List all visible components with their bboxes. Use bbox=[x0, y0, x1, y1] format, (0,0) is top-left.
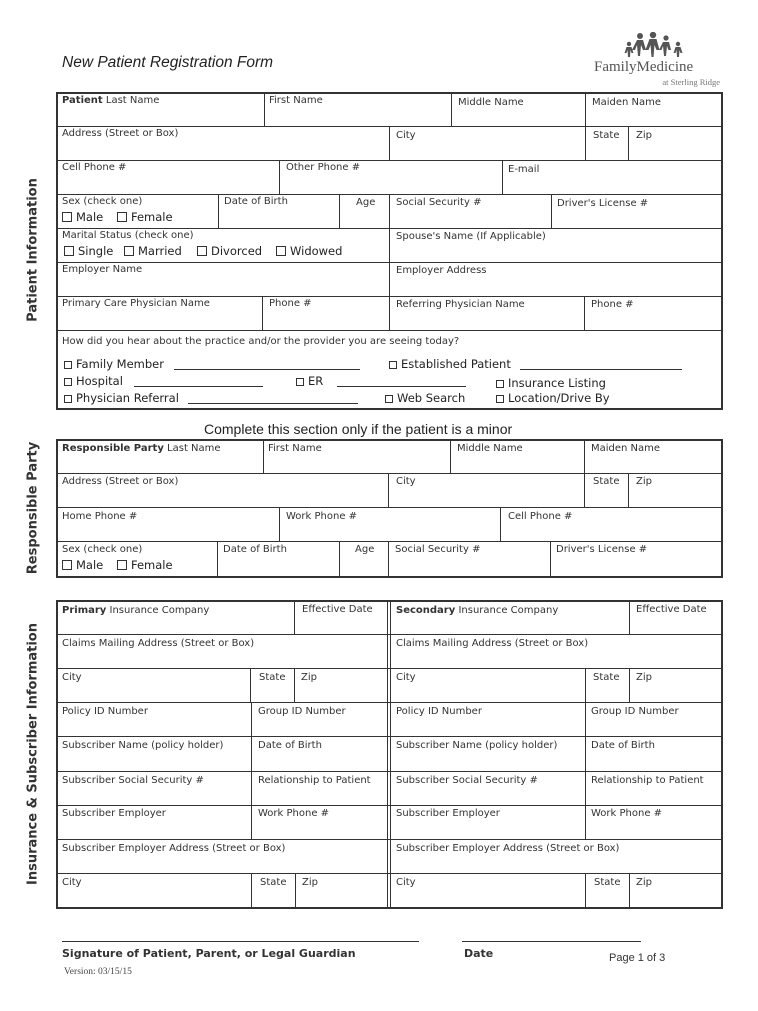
primary-city2-label: City bbox=[62, 877, 82, 888]
date-line[interactable] bbox=[462, 941, 641, 942]
hear-er-option[interactable]: ER bbox=[296, 374, 323, 388]
responsible-last-name-label: Responsible Party Last Name bbox=[62, 443, 221, 454]
practice-logo bbox=[590, 32, 722, 94]
patient-female-option[interactable]: Female bbox=[117, 210, 173, 224]
checkbox-icon[interactable] bbox=[62, 212, 72, 222]
pcp-phone-label: Phone # bbox=[269, 298, 312, 309]
page-title: New Patient Registration Form bbox=[62, 54, 274, 71]
marital-married-option[interactable]: Married bbox=[124, 244, 182, 258]
primary-relationship-label: Relationship to Patient bbox=[258, 775, 371, 786]
checkbox-icon[interactable] bbox=[62, 560, 72, 570]
patient-first-name-label: First Name bbox=[269, 95, 323, 106]
patient-cell-phone-label: Cell Phone # bbox=[62, 162, 127, 173]
checkbox-icon[interactable] bbox=[385, 395, 393, 403]
page-number: Page 1 of 3 bbox=[609, 952, 666, 964]
marital-single-option[interactable]: Single bbox=[64, 244, 113, 258]
responsible-work-phone-label: Work Phone # bbox=[286, 511, 358, 522]
signature-label: Signature of Patient, Parent, or Legal Guardian bbox=[62, 947, 356, 960]
referring-phone-label: Phone # bbox=[591, 299, 634, 310]
secondary-subscriber-name-label: Subscriber Name (policy holder) bbox=[396, 740, 558, 751]
hear-location-option[interactable]: Location/Drive By bbox=[496, 391, 610, 405]
patient-maiden-name-label: Maiden Name bbox=[592, 97, 662, 108]
side-label-responsible: Responsible Party bbox=[25, 441, 41, 575]
secondary-subscriber-employer-label: Subscriber Employer bbox=[396, 808, 500, 819]
spouse-name-label: Spouse's Name (If Applicable) bbox=[396, 231, 546, 242]
secondary-policy-id-label: Policy ID Number bbox=[396, 706, 482, 717]
hear-insurance-listing-option[interactable]: Insurance Listing bbox=[496, 376, 606, 390]
patient-marital-label: Marital Status (check one) bbox=[62, 230, 194, 241]
hear-web-search-option[interactable]: Web Search bbox=[385, 391, 465, 405]
checkbox-icon[interactable] bbox=[276, 246, 286, 256]
secondary-relationship-label: Relationship to Patient bbox=[591, 775, 704, 786]
secondary-state-label: State bbox=[593, 672, 620, 683]
secondary-insurance-company-label: Secondary Insurance Company bbox=[396, 605, 559, 616]
primary-state2-label: State bbox=[260, 877, 287, 888]
marital-divorced-option[interactable]: Divorced bbox=[197, 244, 262, 258]
responsible-age-label: Age bbox=[355, 544, 375, 555]
referral-question: How did you hear about the practice and/or the provider you are seeing today? bbox=[62, 336, 460, 347]
primary-policy-id-label: Policy ID Number bbox=[62, 706, 148, 717]
responsible-sex-label: Sex (check one) bbox=[62, 544, 143, 555]
responsible-ssn-label: Social Security # bbox=[395, 544, 481, 555]
checkbox-icon[interactable] bbox=[64, 395, 72, 403]
secondary-claims-address-label: Claims Mailing Address (Street or Box) bbox=[396, 638, 589, 649]
primary-employer-address-label: Subscriber Employer Address (Street or Box) bbox=[62, 843, 286, 854]
patient-address-label: Address (Street or Box) bbox=[62, 128, 179, 139]
minor-section-heading: Complete this section only if the patient is a minor bbox=[204, 421, 513, 437]
checkbox-icon[interactable] bbox=[64, 246, 74, 256]
version-label: Version: 03/15/15 bbox=[64, 967, 132, 977]
patient-ssn-label: Social Security # bbox=[396, 197, 482, 208]
patient-email-label: E-mail bbox=[508, 164, 540, 175]
patient-employer-label: Employer Name bbox=[62, 264, 143, 275]
responsible-drivers-license-label: Driver's License # bbox=[556, 544, 648, 555]
secondary-city2-label: City bbox=[396, 877, 416, 888]
primary-effective-date-label: Effective Date bbox=[302, 604, 373, 615]
patient-city-label: City bbox=[396, 130, 416, 141]
patient-last-name-label: Patient Last Name bbox=[62, 95, 160, 106]
responsible-home-phone-label: Home Phone # bbox=[62, 511, 138, 522]
patient-middle-name-label: Middle Name bbox=[458, 97, 524, 108]
primary-claims-address-label: Claims Mailing Address (Street or Box) bbox=[62, 638, 255, 649]
side-label-insurance: Insurance & Subscriber Information bbox=[25, 623, 41, 885]
patient-sex-label: Sex (check one) bbox=[62, 196, 143, 207]
patient-male-option[interactable]: Male bbox=[62, 210, 103, 224]
signature-line[interactable] bbox=[62, 941, 419, 942]
responsible-dob-label: Date of Birth bbox=[223, 544, 287, 555]
patient-drivers-license-label: Driver's License # bbox=[557, 198, 649, 209]
primary-subscriber-ssn-label: Subscriber Social Security # bbox=[62, 775, 204, 786]
responsible-male-option[interactable]: Male bbox=[62, 558, 103, 572]
patient-age-label: Age bbox=[356, 197, 376, 208]
primary-zip-label: Zip bbox=[301, 672, 317, 683]
primary-subscriber-employer-label: Subscriber Employer bbox=[62, 808, 166, 819]
primary-state-label: State bbox=[259, 672, 286, 683]
patient-state-label: State bbox=[593, 130, 620, 141]
pcp-name-label: Primary Care Physician Name bbox=[62, 298, 210, 309]
checkbox-icon[interactable] bbox=[197, 246, 207, 256]
referring-physician-label: Referring Physician Name bbox=[396, 299, 525, 310]
secondary-group-id-label: Group ID Number bbox=[591, 706, 679, 717]
secondary-city-label: City bbox=[396, 672, 416, 683]
checkbox-icon[interactable] bbox=[496, 380, 504, 388]
responsible-female-option[interactable]: Female bbox=[117, 558, 173, 572]
primary-zip2-label: Zip bbox=[302, 877, 318, 888]
primary-insurance-company-label: Primary Insurance Company bbox=[62, 605, 210, 616]
responsible-maiden-name-label: Maiden Name bbox=[591, 443, 661, 454]
primary-city-label: City bbox=[62, 672, 82, 683]
secondary-zip-label: Zip bbox=[636, 672, 652, 683]
responsible-address-label: Address (Street or Box) bbox=[62, 476, 179, 487]
marital-widowed-option[interactable]: Widowed bbox=[276, 244, 342, 258]
secondary-employer-address-label: Subscriber Employer Address (Street or Box) bbox=[396, 843, 620, 854]
primary-subscriber-dob-label: Date of Birth bbox=[258, 740, 322, 751]
responsible-state-label: State bbox=[593, 476, 620, 487]
checkbox-icon[interactable] bbox=[64, 361, 72, 369]
checkbox-icon[interactable] bbox=[124, 246, 134, 256]
secondary-state2-label: State bbox=[594, 877, 621, 888]
secondary-subscriber-dob-label: Date of Birth bbox=[591, 740, 655, 751]
hear-established-patient-option[interactable]: Established Patient bbox=[389, 357, 511, 371]
responsible-first-name-label: First Name bbox=[268, 443, 322, 454]
secondary-subscriber-ssn-label: Subscriber Social Security # bbox=[396, 775, 538, 786]
patient-other-phone-label: Other Phone # bbox=[286, 162, 361, 173]
checkbox-icon[interactable] bbox=[117, 560, 127, 570]
side-label-patient: Patient Information bbox=[25, 178, 41, 322]
patient-employer-address-label: Employer Address bbox=[396, 265, 487, 276]
checkbox-icon[interactable] bbox=[496, 395, 504, 403]
secondary-effective-date-label: Effective Date bbox=[636, 604, 707, 615]
family-figures-icon bbox=[620, 32, 690, 60]
checkbox-icon[interactable] bbox=[389, 361, 397, 369]
responsible-zip-label: Zip bbox=[636, 476, 652, 487]
date-label: Date bbox=[464, 947, 494, 960]
checkbox-icon[interactable] bbox=[117, 212, 127, 222]
secondary-zip2-label: Zip bbox=[636, 877, 652, 888]
primary-group-id-label: Group ID Number bbox=[258, 706, 346, 717]
responsible-city-label: City bbox=[396, 476, 416, 487]
patient-dob-label: Date of Birth bbox=[224, 196, 288, 207]
hear-hospital-option[interactable]: Hospital bbox=[64, 374, 123, 388]
responsible-middle-name-label: Middle Name bbox=[457, 443, 523, 454]
primary-subscriber-name-label: Subscriber Name (policy holder) bbox=[62, 740, 224, 751]
patient-zip-label: Zip bbox=[636, 130, 652, 141]
secondary-work-phone-label: Work Phone # bbox=[591, 808, 663, 819]
hear-family-member-option[interactable]: Family Member bbox=[64, 357, 164, 371]
checkbox-icon[interactable] bbox=[64, 378, 72, 386]
checkbox-icon[interactable] bbox=[296, 378, 304, 386]
hear-physician-referral-option[interactable]: Physician Referral bbox=[64, 391, 179, 405]
logo-name: FamilyMedicine bbox=[594, 59, 694, 75]
primary-work-phone-label: Work Phone # bbox=[258, 808, 330, 819]
responsible-cell-phone-label: Cell Phone # bbox=[508, 511, 573, 522]
logo-subtitle: at Sterling Ridge bbox=[662, 77, 720, 87]
